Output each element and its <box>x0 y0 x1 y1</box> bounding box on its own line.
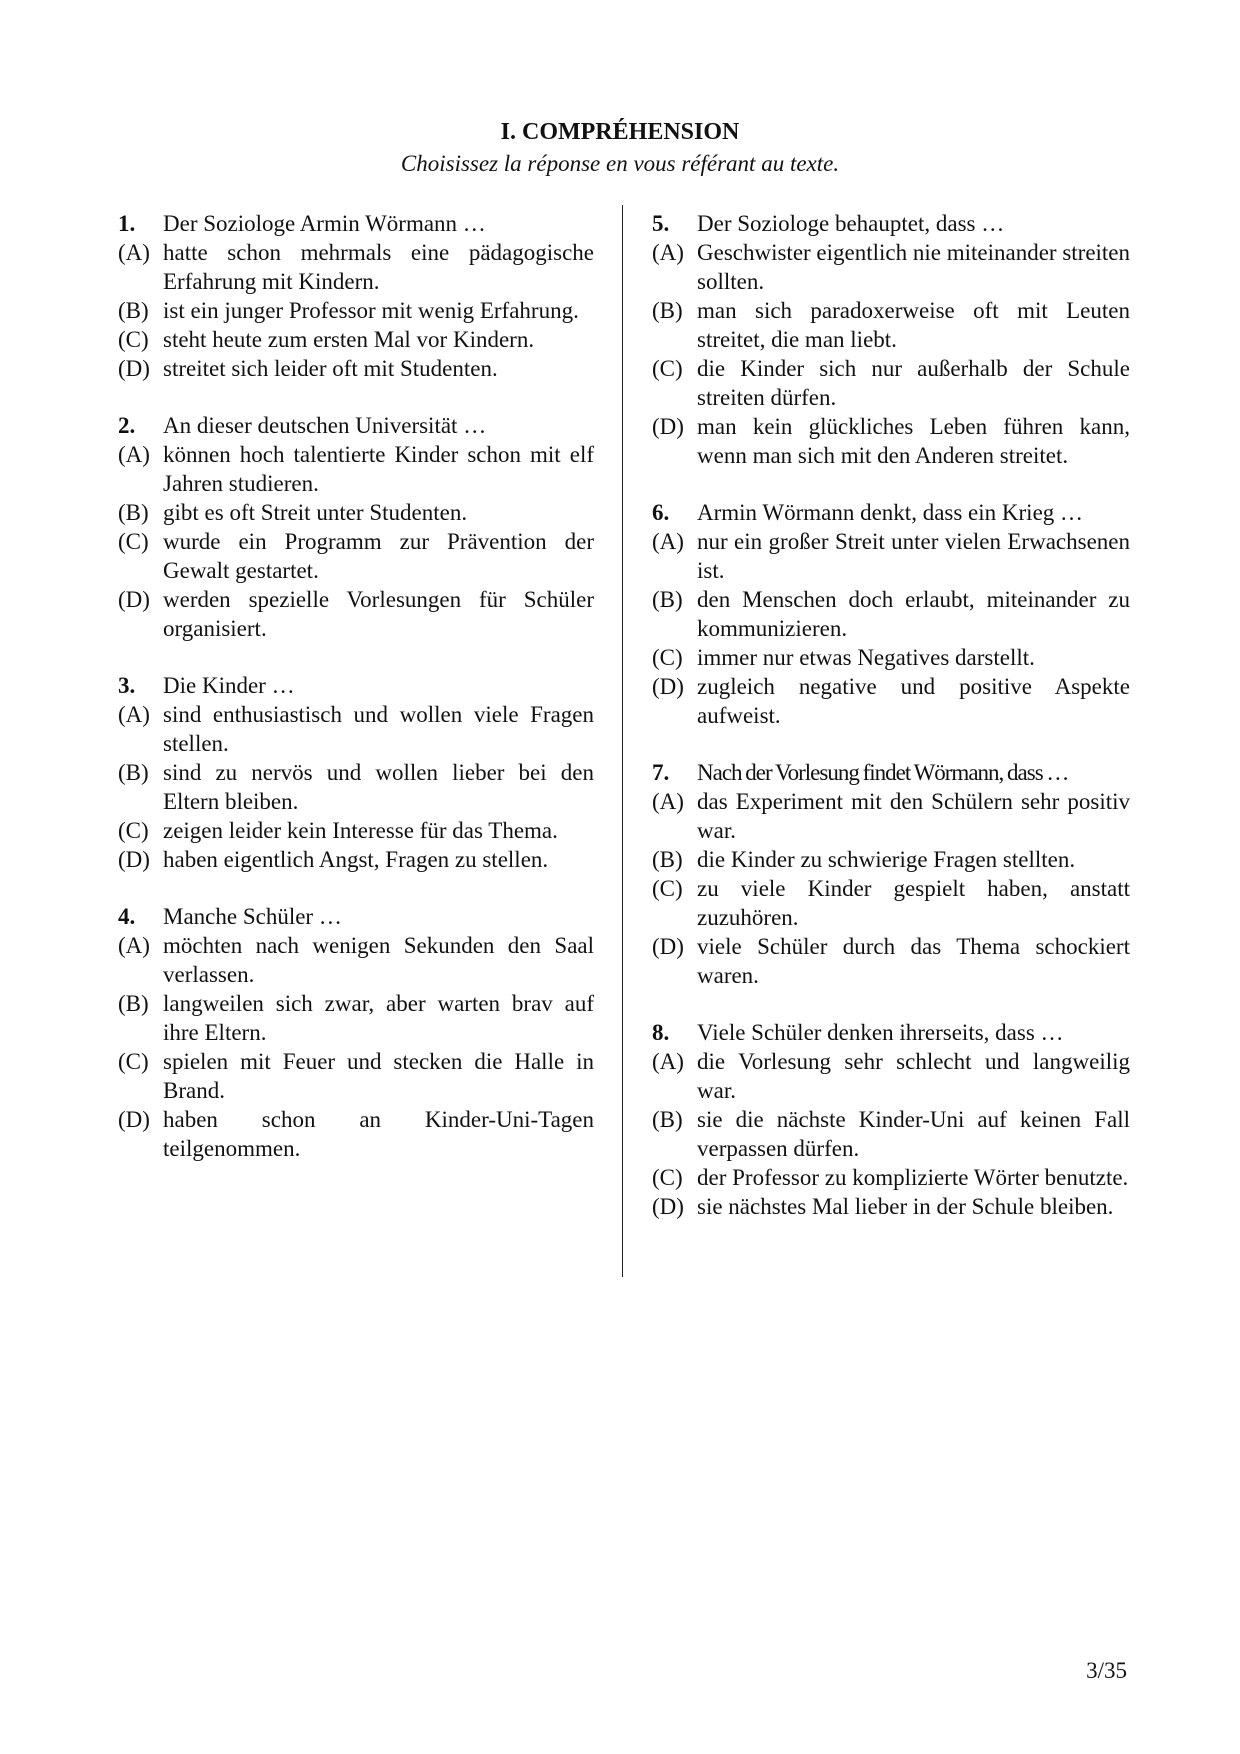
question-number: 2. <box>118 413 136 438</box>
option-b <box>118 498 594 527</box>
question-2 <box>118 411 594 643</box>
option-text: möchten nach wenigen Sekunden den Saal verlassen. <box>163 933 594 987</box>
option-text: man sich paradoxerweise oft mit Leuten streitet, die man liebt. <box>697 298 1130 352</box>
question-number: 5. <box>652 211 670 236</box>
question-number: 1. <box>118 211 136 236</box>
option-letter: (B) <box>652 587 683 612</box>
option-letter: (B) <box>118 760 149 785</box>
option-text: immer nur etwas Negatives darstellt. <box>697 645 1035 670</box>
option-text: ist ein junger Professor mit wenig Erfahrung. <box>163 298 579 323</box>
option-letter: (C) <box>652 356 683 381</box>
option-letter: (C) <box>118 327 149 352</box>
option-text: die Kinder sich nur außerhalb der Schule streiten dürfen. <box>697 356 1130 410</box>
option-letter: (C) <box>118 529 149 554</box>
option-text: Geschwister eigentlich nie miteinander streiten sollten. <box>697 240 1131 294</box>
option-c <box>652 354 1130 412</box>
option-text: spielen mit Feuer und stecken die Halle in Brand. <box>163 1049 594 1103</box>
option-text: steht heute zum ersten Mal vor Kindern. <box>163 327 535 352</box>
option-d <box>652 672 1130 730</box>
question-stem <box>118 209 594 238</box>
question-text: Der Soziologe behauptet, dass … <box>697 211 1005 236</box>
option-letter: (B) <box>118 991 149 1016</box>
option-text: werden spezielle Vorlesungen für Schüler organisiert. <box>163 587 594 641</box>
option-text: sie nächstes Mal lieber in der Schule bleiben. <box>697 1194 1114 1219</box>
question-stem <box>652 209 1130 238</box>
option-text: haben schon an Kinder-Uni-Tagen teilgenommen. <box>163 1107 594 1161</box>
option-letter: (D) <box>652 414 684 439</box>
question-stem <box>652 758 1130 787</box>
option-d <box>652 932 1130 990</box>
option-c <box>118 816 594 845</box>
left-column <box>118 209 594 1191</box>
option-text: können hoch talentierte Kinder schon mit elf Jahren studieren. <box>163 442 594 496</box>
option-letter: (C) <box>118 1049 149 1074</box>
option-c <box>118 325 594 354</box>
option-a <box>652 527 1130 585</box>
option-a <box>652 787 1130 845</box>
question-text: Viele Schüler denken ihrerseits, dass … <box>697 1020 1064 1045</box>
option-letter: (B) <box>118 500 149 525</box>
option-letter: (A) <box>652 529 684 554</box>
option-b <box>118 296 594 325</box>
option-b <box>118 758 594 816</box>
option-letter: (D) <box>652 674 684 699</box>
question-6 <box>652 498 1130 730</box>
option-b <box>118 989 594 1047</box>
question-text: Die Kinder … <box>163 673 295 698</box>
option-letter: (C) <box>118 818 149 843</box>
question-8 <box>652 1018 1130 1221</box>
option-b <box>652 845 1130 874</box>
question-number: 4. <box>118 904 136 929</box>
option-text: zu viele Kinder gespielt haben, anstatt zuzuhören. <box>697 876 1130 930</box>
option-a <box>118 700 594 758</box>
option-d <box>652 1192 1130 1221</box>
question-3 <box>118 671 594 874</box>
option-letter: (C) <box>652 1165 683 1190</box>
option-letter: (C) <box>652 876 683 901</box>
page-header <box>0 116 1240 180</box>
option-text: man kein glückliches Leben führen kann, wenn man sich mit den Anderen streitet. <box>697 414 1130 468</box>
option-text: zeigen leider kein Interesse für das Thema. <box>163 818 558 843</box>
option-text: streitet sich leider oft mit Studenten. <box>163 356 498 381</box>
option-b <box>652 296 1130 354</box>
option-text: sie die nächste Kinder-Uni auf keinen Fall verpassen dürfen. <box>697 1107 1130 1161</box>
option-a <box>118 440 594 498</box>
option-text: hatte schon mehrmals eine pädagogische Erfahrung mit Kindern. <box>163 240 594 294</box>
column-divider <box>622 205 623 1277</box>
question-number: 7. <box>652 760 670 785</box>
question-stem <box>652 1018 1130 1047</box>
option-text: gibt es oft Streit unter Studenten. <box>163 500 468 525</box>
question-1 <box>118 209 594 383</box>
option-c <box>652 1163 1130 1192</box>
option-d <box>118 585 594 643</box>
option-d <box>652 412 1130 470</box>
option-c <box>118 527 594 585</box>
option-a <box>118 238 594 296</box>
option-letter: (D) <box>118 356 150 381</box>
option-a <box>652 1047 1130 1105</box>
option-letter: (B) <box>652 1107 683 1132</box>
option-letter: (A) <box>118 702 150 727</box>
option-text: haben eigentlich Angst, Fragen zu stellen. <box>163 847 549 872</box>
option-c <box>118 1047 594 1105</box>
question-stem <box>118 411 594 440</box>
option-c <box>652 643 1130 672</box>
question-stem <box>118 902 594 931</box>
option-letter: (B) <box>118 298 149 323</box>
question-number: 8. <box>652 1020 670 1045</box>
question-5 <box>652 209 1130 470</box>
option-text: den Menschen doch erlaubt, miteinander zu kommunizieren. <box>697 587 1130 641</box>
option-letter: (B) <box>652 847 683 872</box>
question-7 <box>652 758 1130 990</box>
option-text: der Professor zu komplizierte Wörter benutzte. <box>697 1165 1129 1190</box>
question-stem <box>118 671 594 700</box>
option-letter: (A) <box>652 1049 684 1074</box>
option-a <box>118 931 594 989</box>
option-b <box>652 585 1130 643</box>
question-text: Der Soziologe Armin Wörmann … <box>163 211 486 236</box>
question-text: Nach der Vorlesung findet Wörmann, dass … <box>697 760 1069 785</box>
question-number: 3. <box>118 673 136 698</box>
option-letter: (D) <box>118 1107 150 1132</box>
option-b <box>652 1105 1130 1163</box>
option-letter: (A) <box>118 442 150 467</box>
option-text: die Kinder zu schwierige Fragen stellten. <box>697 847 1076 872</box>
option-letter: (A) <box>118 933 150 958</box>
option-letter: (D) <box>118 587 150 612</box>
option-letter: (D) <box>652 1194 684 1219</box>
option-c <box>652 874 1130 932</box>
option-text: die Vorlesung sehr schlecht und langweilig war. <box>697 1049 1130 1103</box>
option-letter: (A) <box>652 789 684 814</box>
option-text: das Experiment mit den Schülern sehr positiv war. <box>697 789 1130 843</box>
option-d <box>118 845 594 874</box>
option-text: wurde ein Programm zur Prävention der Gewalt gestartet. <box>163 529 594 583</box>
option-d <box>118 354 594 383</box>
question-text: An dieser deutschen Universität … <box>163 413 487 438</box>
option-text: zugleich negative und positive Aspekte aufweist. <box>697 674 1130 728</box>
section-title: I. COMPRÉHENSION <box>500 119 740 145</box>
option-letter: (D) <box>118 847 150 872</box>
option-letter: (C) <box>652 645 683 670</box>
question-4 <box>118 902 594 1163</box>
option-text: sind enthusiastisch und wollen viele Fragen stellen. <box>163 702 594 756</box>
option-a <box>652 238 1130 296</box>
option-letter: (D) <box>652 934 684 959</box>
option-letter: (B) <box>652 298 683 323</box>
option-text: sind zu nervös und wollen lieber bei den Eltern bleiben. <box>163 760 594 814</box>
option-text: langweilen sich zwar, aber warten brav auf ihre Eltern. <box>163 991 594 1045</box>
question-text: Armin Wörmann denkt, dass ein Krieg … <box>697 500 1084 525</box>
option-letter: (A) <box>652 240 684 265</box>
option-text: viele Schüler durch das Thema schockiert waren. <box>697 934 1130 988</box>
page-number: 3/35 <box>1086 1658 1127 1683</box>
question-number: 6. <box>652 500 670 525</box>
section-instructions: Choisissez la réponse en vous référant au texte. <box>400 151 840 176</box>
question-text: Manche Schüler … <box>163 904 342 929</box>
option-d <box>118 1105 594 1163</box>
right-column <box>652 209 1130 1249</box>
question-stem <box>652 498 1130 527</box>
option-letter: (A) <box>118 240 150 265</box>
option-text: nur ein großer Streit unter vielen Erwachsenen ist. <box>697 529 1130 583</box>
